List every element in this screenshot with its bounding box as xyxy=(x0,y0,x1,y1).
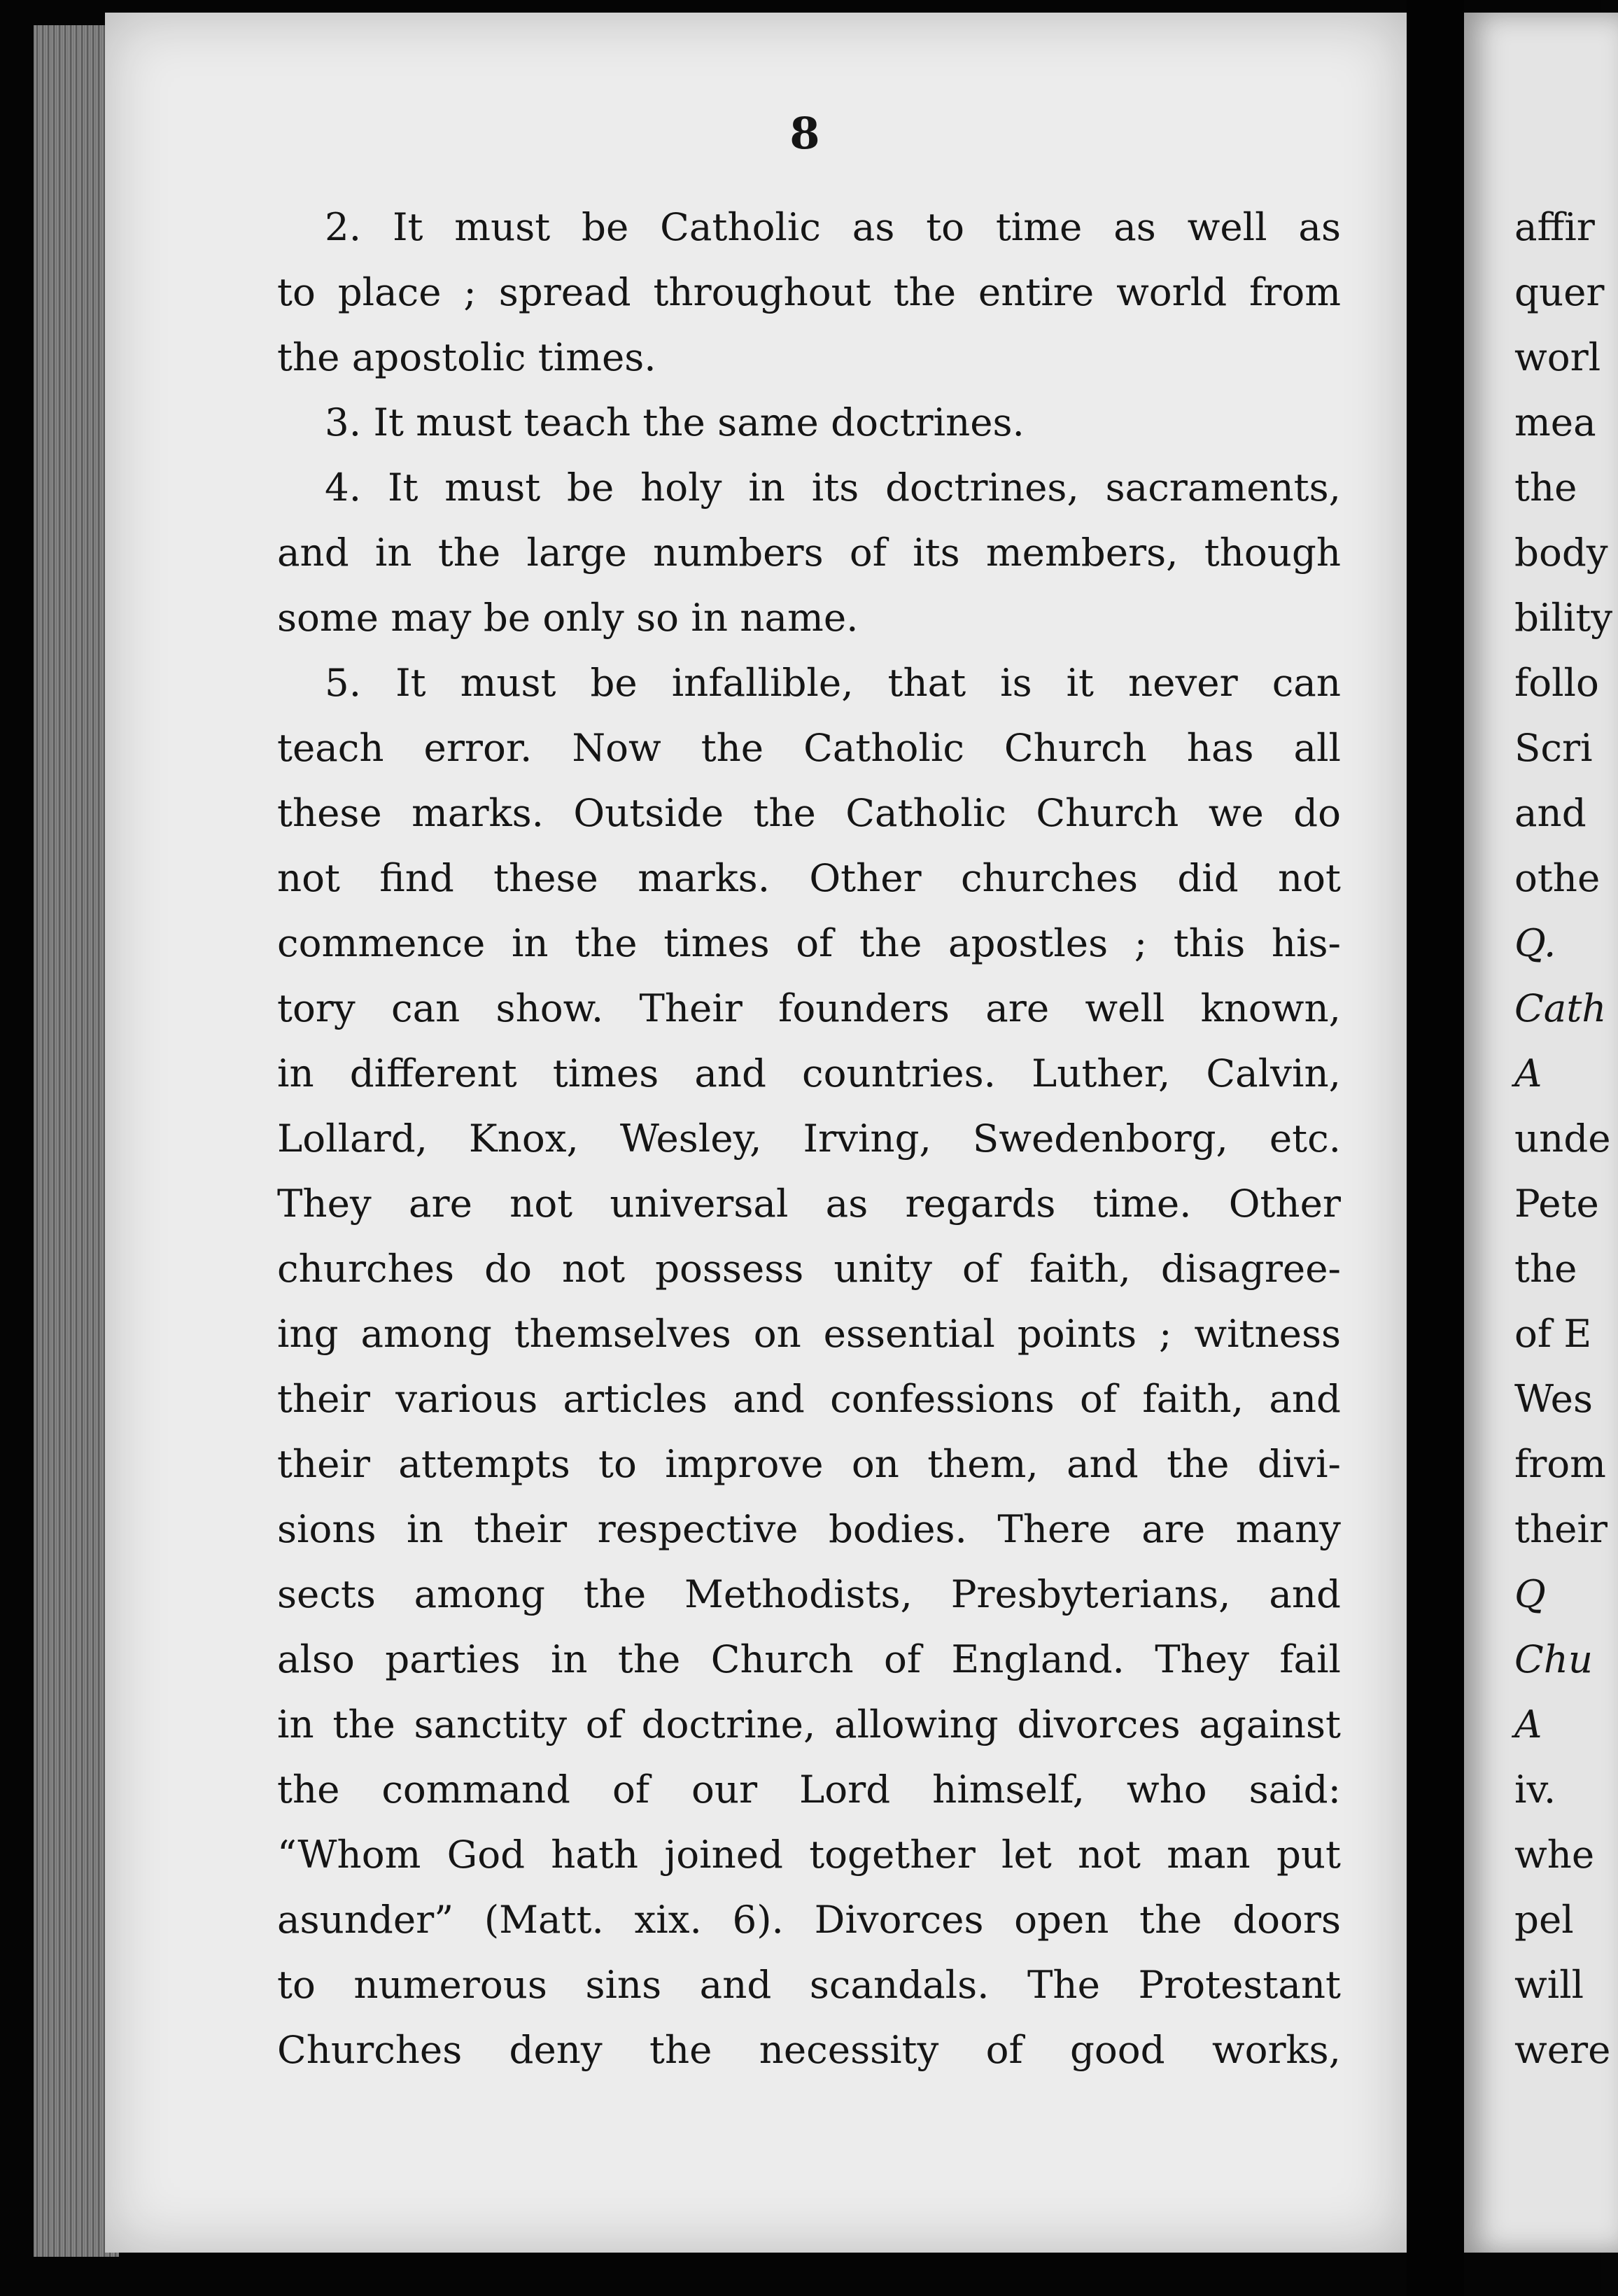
text-line: and in the large numbers of its members, though xyxy=(277,530,1341,575)
text-line: 2. It must be Catholic as to time as well as xyxy=(325,204,1341,249)
main-text-block xyxy=(277,195,1341,2082)
text-line: sions in their respective bodies. There are many xyxy=(277,1506,1341,1551)
facing-page-fragment: mea xyxy=(1514,400,1596,444)
text-line: They are not universal as regards time. Other xyxy=(277,1181,1341,1226)
text-line: in different times and countries. Luther, Calvin, xyxy=(277,1051,1341,1096)
facing-page-fragment: Chu xyxy=(1514,1637,1594,1681)
text-line: 5. It must be infallible, that is it never can xyxy=(325,660,1341,705)
facing-page-fragment: Q. xyxy=(1514,920,1556,965)
facing-page-fragment: the xyxy=(1514,1246,1577,1291)
facing-page-fragment: bility xyxy=(1514,595,1613,640)
text-line: commence in the times of the apostles ; this his- xyxy=(277,920,1341,965)
text-line: “Whom God hath joined together let not man put xyxy=(277,1832,1341,1877)
facing-page-fragment: worl xyxy=(1514,335,1601,379)
text-line: sects among the Methodists, Presbyterians, and xyxy=(277,1572,1341,1616)
facing-page-fragment: A xyxy=(1514,1702,1542,1746)
facing-page-fragment: will xyxy=(1514,1962,1584,2007)
facing-page-fragment: affir xyxy=(1514,204,1595,249)
facing-page-fragment: body xyxy=(1514,530,1608,575)
text-line: also parties in the Church of England. They fail xyxy=(277,1637,1341,1681)
facing-page-fragment: Pete xyxy=(1514,1181,1599,1226)
text-line: teach error. Now the Catholic Church has all xyxy=(277,725,1341,770)
facing-page-fragment: Scri xyxy=(1514,725,1593,770)
text-line: in the sanctity of doctrine, allowing divorces against xyxy=(277,1702,1341,1746)
facing-page-text xyxy=(1514,195,1612,2082)
text-line: these marks. Outside the Catholic Church we do xyxy=(277,790,1341,835)
facing-page-fragment: the xyxy=(1514,465,1577,510)
text-line: Lollard, Knox, Wesley, Irving, Swedenborg, etc. xyxy=(277,1116,1341,1161)
facing-page-fragment: pel xyxy=(1514,1897,1574,1942)
facing-page-fragment: Cath xyxy=(1514,986,1607,1030)
facing-page-fragment: Q xyxy=(1514,1572,1546,1616)
book-gutter xyxy=(1407,0,1464,2296)
facing-page-fragment: their xyxy=(1514,1506,1608,1551)
text-line: asunder” (Matt. xix. 6). Divorces open the doors xyxy=(277,1897,1341,1942)
facing-page-fragment: othe xyxy=(1514,855,1601,900)
page-number: 8 xyxy=(789,108,820,159)
facing-page-fragment: follo xyxy=(1514,660,1599,705)
text-line: their various articles and confessions of faith, and xyxy=(277,1376,1341,1421)
facing-page-fragment: from xyxy=(1514,1441,1606,1486)
text-line: churches do not possess unity of faith, disagree- xyxy=(277,1246,1341,1291)
facing-page-fragment: of E xyxy=(1514,1311,1592,1356)
facing-page-fragment: whe xyxy=(1514,1832,1595,1877)
facing-page-fragment: unde xyxy=(1514,1116,1611,1161)
facing-page-fragment: iv. xyxy=(1514,1767,1556,1812)
facing-page-fragment: quer xyxy=(1514,270,1605,314)
text-line: Churches deny the necessity of good works, xyxy=(277,2027,1341,2072)
text-line: 3. It must teach the same doctrines. xyxy=(325,400,1025,444)
facing-page-fragment: were xyxy=(1514,2027,1611,2072)
text-line: 4. It must be holy in its doctrines, sacraments, xyxy=(325,465,1341,510)
facing-page-fragment: Wes xyxy=(1514,1376,1593,1421)
text-line: ing among themselves on essential points ; witness xyxy=(277,1311,1341,1356)
text-line: the apostolic times. xyxy=(277,335,656,379)
text-line: to place ; spread throughout the entire world from xyxy=(277,270,1341,314)
text-line: their attempts to improve on them, and the divi- xyxy=(277,1441,1341,1486)
facing-page-fragment: and xyxy=(1514,790,1587,835)
text-line: the command of our Lord himself, who said: xyxy=(277,1767,1341,1812)
text-line: some may be only so in name. xyxy=(277,595,859,640)
text-line: not find these marks. Other churches did not xyxy=(277,855,1341,900)
text-line: to numerous sins and scandals. The Protestant xyxy=(277,1962,1341,2007)
facing-page-fragment: A xyxy=(1514,1051,1542,1096)
text-line: tory can show. Their founders are well known, xyxy=(277,986,1341,1030)
